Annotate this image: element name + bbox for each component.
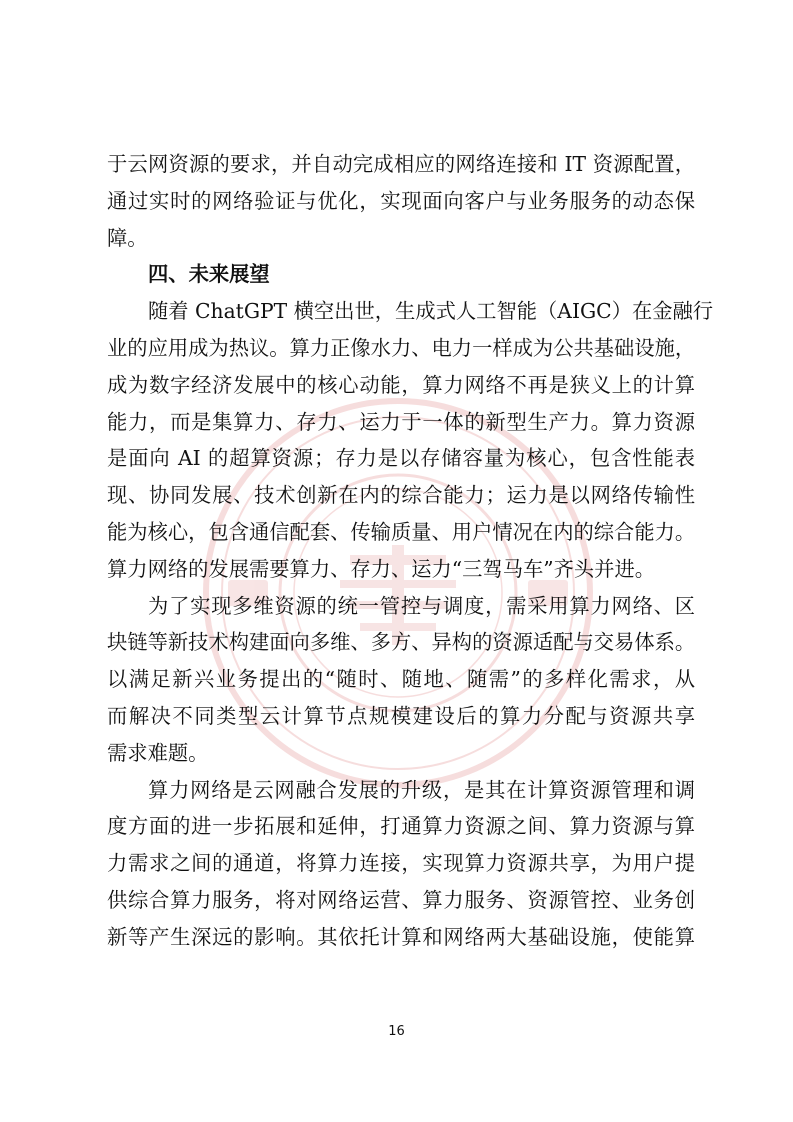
text-line: 算力网络是云网融合发展的升级，是其在计算资源管理和调 [148, 777, 695, 802]
text-line: 而解决不同类型云计算节点规模建设后的算力分配与资源共享 [107, 703, 695, 728]
paragraph-continuation [107, 146, 695, 256]
text-line: 成为数字经济发展中的核心动能，算力网络不再是狭义上的计算 [107, 372, 695, 397]
text-line: 能力，而是集算力、存力、运力于一体的新型生产力。算力资源 [107, 409, 695, 434]
text-line: 能为核心，包含通信配套、传输质量、用户情况在内的综合能力。 [107, 519, 696, 544]
text-line: 随着 ChatGPT 横空出世，生成式人工智能（AIGC）在金融行 [148, 299, 714, 324]
text-line: 供综合算力服务，将对网络运营、算力服务、资源管控、业务创 [107, 887, 695, 912]
paragraph-3 [107, 772, 695, 956]
text-line: 于云网资源的要求，并自动完成相应的网络连接和 IT 资源配置， [107, 152, 695, 176]
section-heading: 四、未来展望 [148, 262, 270, 287]
paragraph-1 [107, 293, 714, 587]
text-line: 算力网络的发展需要算力、存力、运力“三驾马车”齐头并进。 [107, 556, 656, 581]
text-line: 度方面的进一步拓展和延伸，打通算力资源之间、算力资源与算 [107, 814, 695, 839]
text-line: 需求难题。 [107, 740, 209, 765]
text-line: 块链等新技术构建面向多维、多方、异构的资源适配与交易体系。 [107, 630, 696, 655]
text-line: 业的应用成为热议。算力正像水力、电力一样成为公共基础设施， [107, 335, 696, 360]
text-line: 为了实现多维资源的统一管控与调度，需采用算力网络、区 [148, 593, 695, 618]
text-line: 通过实时的网络验证与优化，实现面向客户与业务服务的动态保 [107, 188, 695, 213]
paragraph-2 [107, 588, 695, 772]
text-line: 力需求之间的通道，将算力连接，实现算力资源共享，为用户提 [107, 851, 695, 876]
page-number: 16 [388, 1024, 405, 1039]
text-line: 障。 [107, 225, 148, 250]
text-line: 新等产生深远的影响。其依托计算和网络两大基础设施，使能算 [107, 924, 695, 949]
text-line: 是面向 AI 的超算资源；存力是以存储容量为核心，包含性能表 [107, 446, 695, 471]
document-body [107, 146, 714, 956]
text-line: 现、协同发展、技术创新在内的综合能力；运力是以网络传输性 [107, 483, 695, 508]
text-line: 以满足新兴业务提出的“随时、随地、随需”的多样化需求，从 [107, 667, 695, 692]
